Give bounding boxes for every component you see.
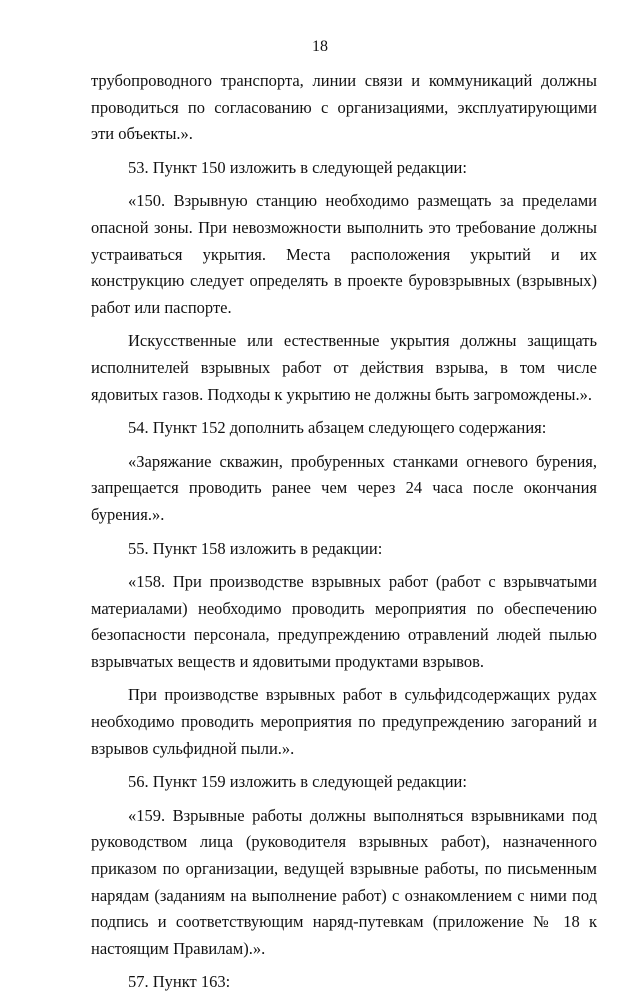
paragraph-quote-159: «159. Взрывные работы должны выполняться взрывниками под руководством лица (руководителя взрывных работ), назначенного приказом по организации, ведущей взрывные работы, по письменным нарядам (заданиям на выполнение работ) с ознакомлением с ними под подпись и соответствующим наряд-путевкам (приложение № 18 к настоящим Правилам).». (91, 805, 597, 958)
paragraph-quote-158-cont: При производстве взрывных работ в сульфидсодержащих рудах необходимо проводить мероприятия по предупреждению загораний и взрывов сульфидной пыли.». (91, 685, 597, 758)
paragraph-item-55: 55. Пункт 158 изложить в редакции: (128, 538, 383, 558)
paragraph-quote-152: «Заряжание скважин, пробуренных станками огневого бурения, запрещается проводить ранее чем через 24 часа после окончания бурения.». (91, 451, 597, 524)
paragraph-quote-158: «158. При производстве взрывных работ (работ с взрывчатыми материалами) необходимо проводить мероприятия по обеспечению безопасности персонала, предупреждению отравлений людей пылью взрывчатых веществ и ядовитыми продуктами взрывов. (91, 572, 597, 671)
paragraph-continuation: трубопроводного транспорта, линии связи и коммуникаций должны проводиться по согласованию с организациями, эксплуатирующими эти объекты.». (91, 71, 597, 144)
document-body (91, 68, 597, 996)
page-number: 18 (312, 38, 328, 55)
paragraph-item-56: 56. Пункт 159 изложить в следующей редакции: (128, 772, 467, 792)
paragraph-quote-150-cont: Искусственные или естественные укрытия должны защищать исполнителей взрывных работ от действия взрыва, в том числе ядовитых газов. Подходы к укрытию не должны быть загромождены.». (91, 331, 597, 404)
paragraph-quote-150: «150. Взрывную станцию необходимо размещать за пределами опасной зоны. При невозможности выполнить это требование должны устраиваться укрытия. Места расположения укрытий и их конструкцию следует определять в проекте буровзрывных (взрывных) работ или паспорте. (91, 191, 597, 317)
paragraph-item-54: 54. Пункт 152 дополнить абзацем следующего содержания: (128, 418, 547, 438)
paragraph-item-57: 57. Пункт 163: (128, 972, 231, 992)
paragraph-item-53: 53. Пункт 150 изложить в следующей редакции: (128, 157, 467, 177)
